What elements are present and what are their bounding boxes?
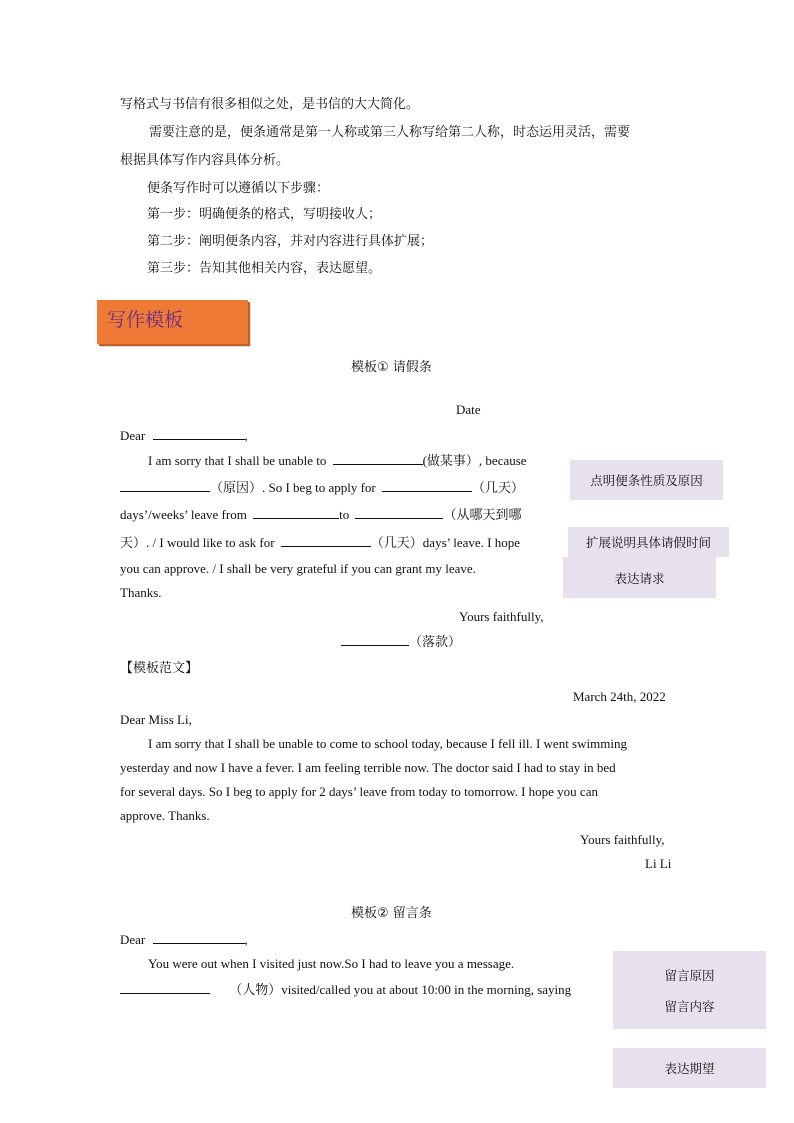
text-segment: （人物）visited/called you at about 10:00 in the morning, saying	[229, 982, 572, 997]
template1-line-4	[120, 534, 520, 552]
template2-line-2	[120, 981, 571, 999]
blank-line	[120, 981, 210, 994]
text-segment: （几天）	[471, 480, 524, 495]
blank-line	[153, 427, 245, 440]
intro-text-2a: 需要注意的是，便条通常是第一人称或第三人称写给第二人称，时态运用灵活，需要	[149, 125, 631, 140]
blank-line	[153, 931, 245, 944]
blank-line	[382, 479, 472, 492]
sample-date: March 24th, 2022	[573, 689, 666, 704]
text-segment: （原因）. So I beg to apply for	[210, 480, 376, 495]
template1-closing: Yours faithfully,	[459, 609, 544, 624]
text-segment: to	[339, 507, 350, 522]
note-message-reason: 留言原因	[664, 967, 715, 983]
step-1: 第一步：明确便条的格式，写明接收人；	[147, 207, 382, 222]
blank-line	[281, 534, 371, 547]
template1-date: Date	[456, 402, 481, 417]
template2-salutation	[120, 931, 248, 949]
sample-body-line-3: for several days. So I beg to apply for 2 days’ leave from today to tomorrow. I hope you can	[120, 784, 598, 799]
dear-label: Dear	[120, 428, 146, 443]
sample-body-line-2: yesterday and now I have a fever. I am feeling terrible now. The doctor said I had to stay in bed	[120, 760, 616, 775]
text-segment: (做某事）, because	[422, 453, 527, 468]
blank-line	[120, 479, 210, 492]
dear-label: Dear	[120, 932, 146, 947]
text-segment: （几天）days’ leave. I hope	[370, 535, 521, 550]
text-segment: 天）. / I would like to ask for	[120, 535, 275, 550]
template2-line-1: You were out when I visited just now.So I had to leave you a message.	[148, 956, 515, 971]
intro-text-1: 写格式与书信有很多相似之处，是书信的大大简化。	[120, 97, 420, 112]
sample-body-line-1: I am sorry that I shall be unable to come to school today, because I fell ill. I went swimming	[148, 736, 627, 751]
template1-salutation	[120, 427, 248, 445]
comma: ,	[244, 428, 248, 443]
note-message-group	[613, 951, 766, 1029]
note-message-content: 留言内容	[664, 998, 715, 1014]
blank-line	[253, 506, 339, 519]
blank-line	[333, 452, 423, 465]
sample-salutation: Dear Miss Li,	[120, 712, 192, 727]
sample-body-line-4: approve. Thanks.	[120, 808, 210, 823]
sample-signature: Li Li	[645, 856, 672, 871]
text-segment: I am sorry that I shall be unable to	[148, 453, 327, 468]
note-leave-time: 扩展说明具体请假时间	[568, 527, 729, 557]
text-segment: （从哪天到哪	[443, 507, 522, 522]
note-expectation: 表达期望	[613, 1048, 766, 1088]
template1-line-3	[120, 506, 521, 524]
text-segment: （落款）	[409, 634, 462, 649]
template2-title: 模板② 留言条	[351, 906, 432, 921]
section-heading: 写作模板	[97, 300, 248, 344]
intro-text-2b: 根据具体写作内容具体分析。	[120, 153, 290, 168]
sample-label: 【模板范文】	[120, 661, 199, 676]
template1-line-2	[120, 479, 524, 497]
template1-line-6: Thanks.	[120, 585, 162, 600]
template1-signature	[341, 633, 461, 651]
intro-text-3: 便条写作时可以遵循以下步骤：	[147, 181, 330, 196]
sample-closing: Yours faithfully,	[580, 832, 665, 847]
text-segment: days’/weeks’ leave from	[120, 507, 247, 522]
comma: ,	[244, 932, 248, 947]
step-2: 第二步：阐明便条内容，并对内容进行具体扩展；	[147, 234, 434, 249]
template1-line-5: you can approve. / I shall be very grateful if you can grant my leave.	[120, 561, 476, 576]
note-purpose-reason: 点明便条性质及原因	[570, 460, 723, 500]
step-3: 第三步：告知其他相关内容，表达愿望。	[147, 261, 382, 276]
note-request: 表达请求	[563, 557, 716, 598]
blank-line	[341, 633, 409, 646]
template1-title: 模板① 请假条	[351, 360, 432, 375]
template1-line-1	[148, 452, 527, 470]
blank-line	[355, 506, 443, 519]
